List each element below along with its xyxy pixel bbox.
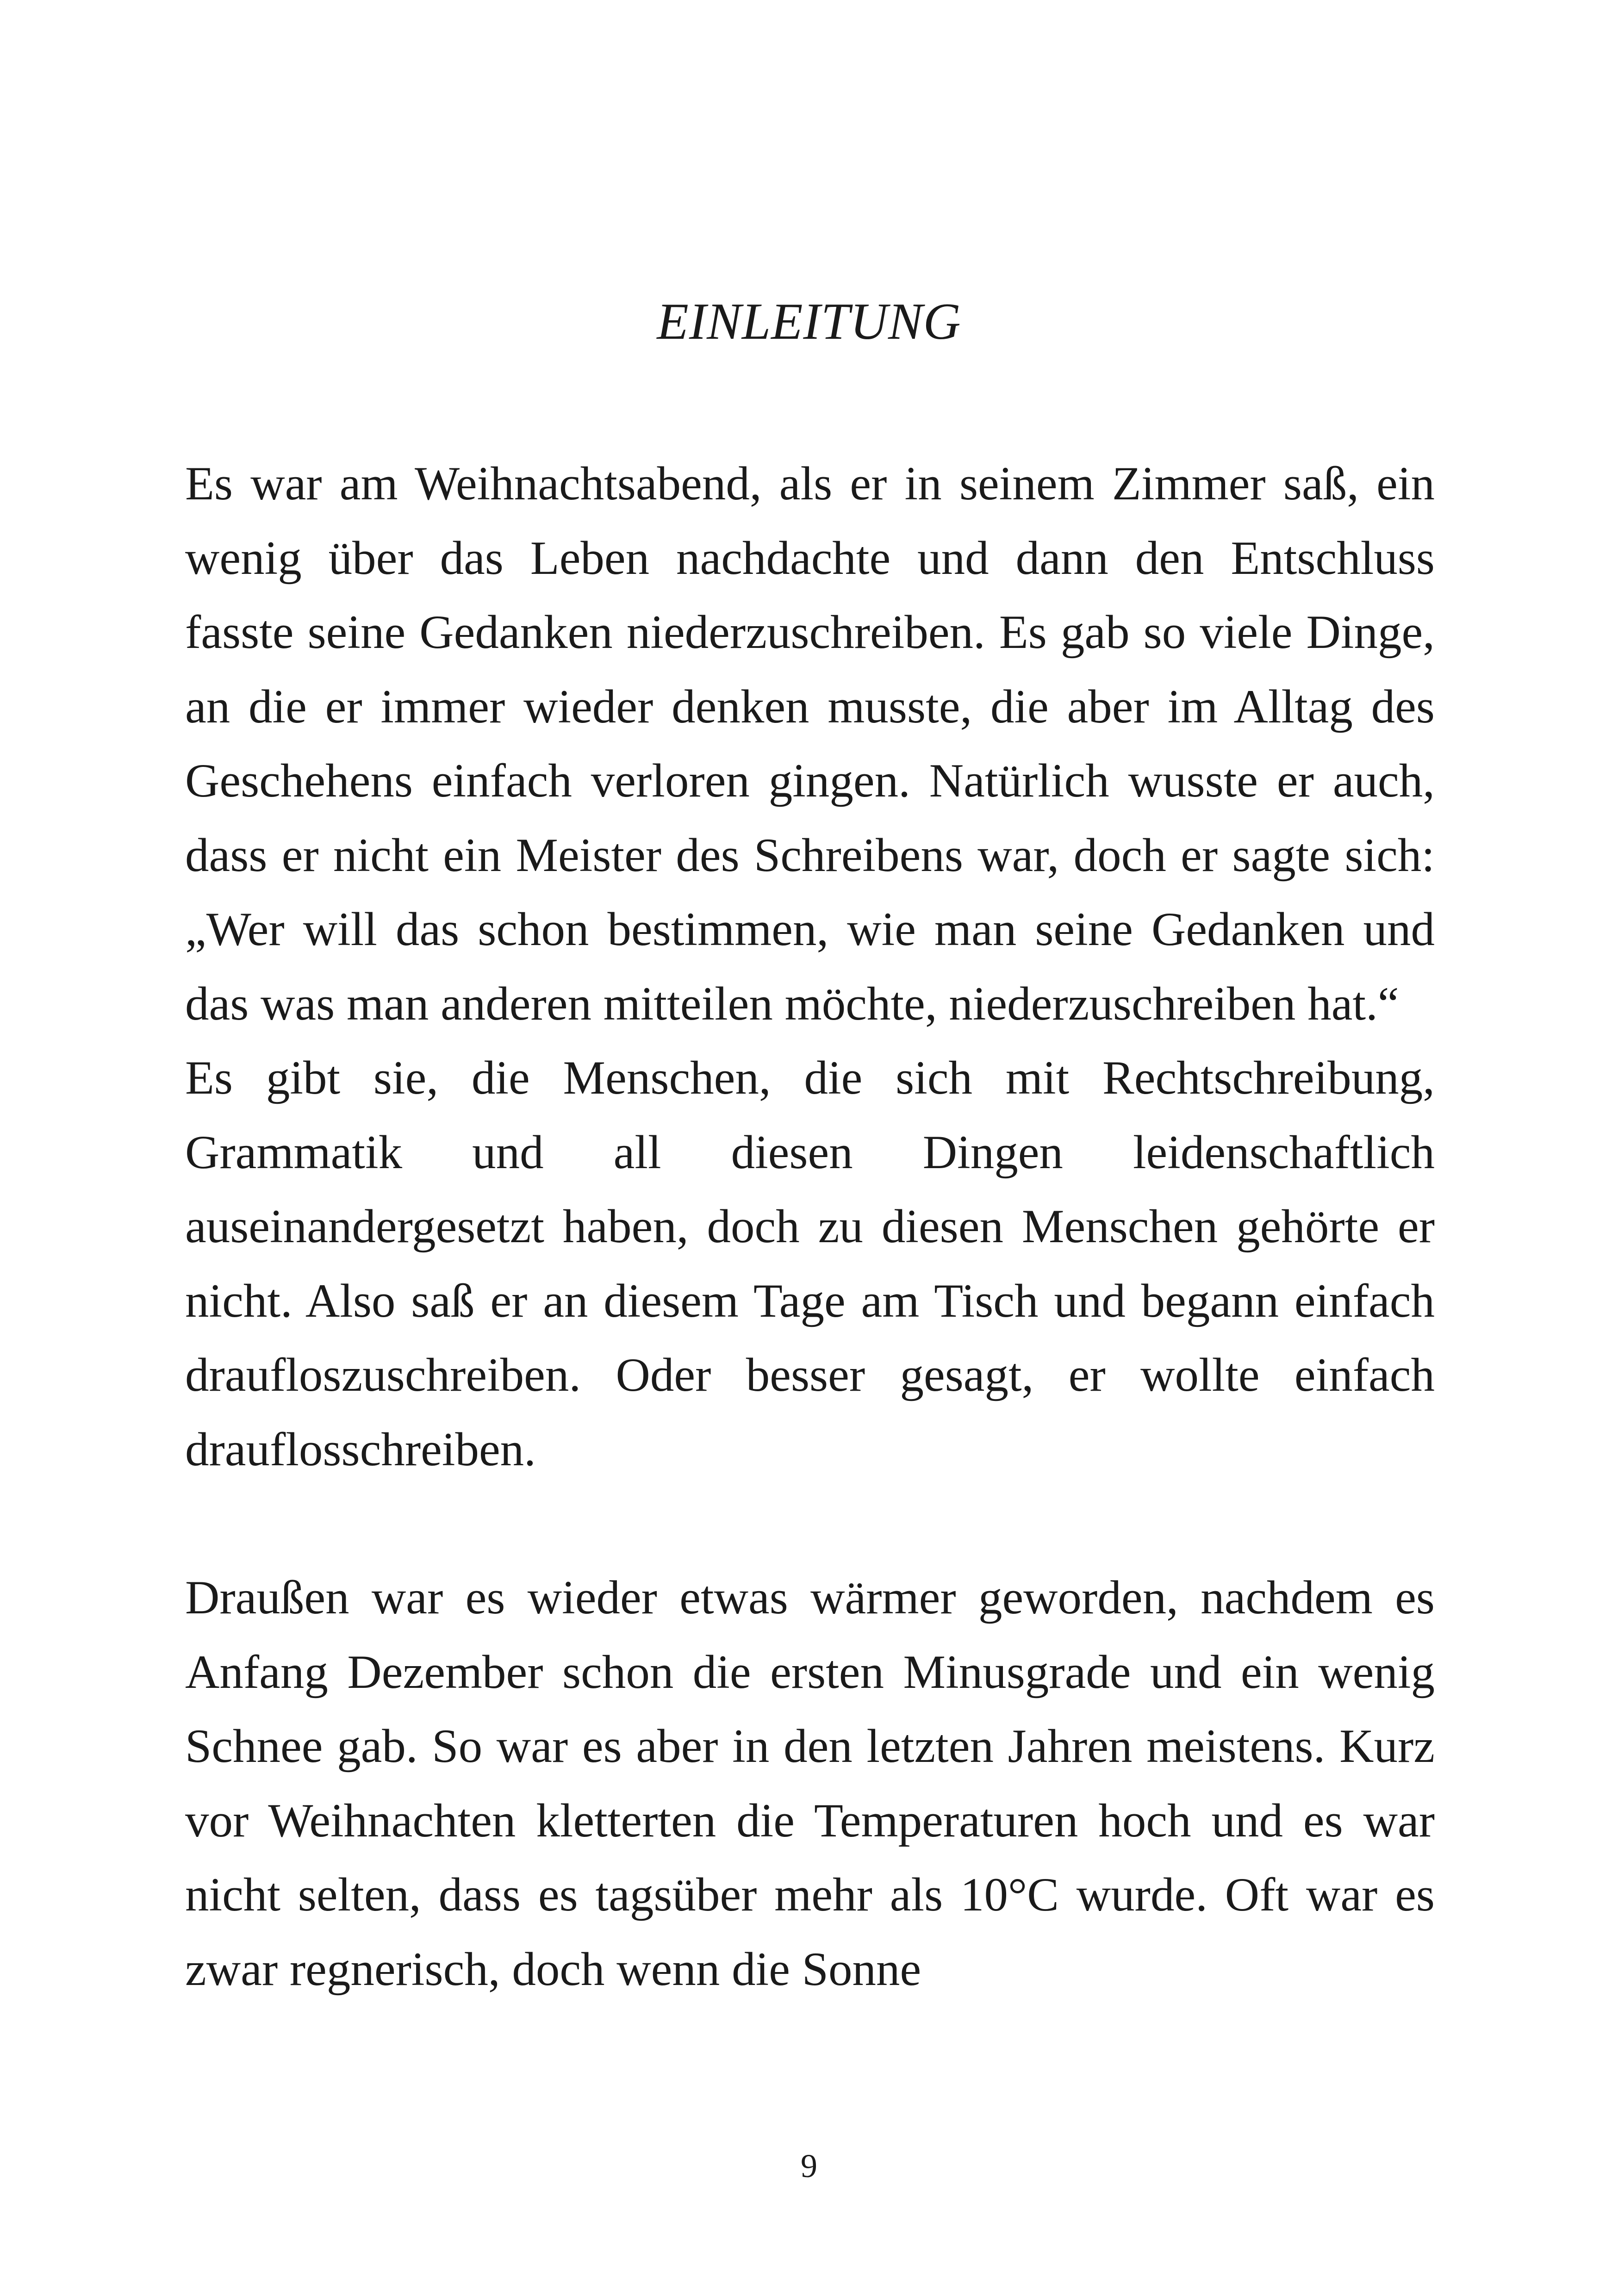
paragraph-2: Es gibt sie, die Menschen, die sich mit Rechtschreibung, Grammatik und all diesen Dingen leidenschaftlich auseinandergesetzt haben, doch zu diesen Menschen gehörte er nicht. Also saß er an diesem Tage am Tisch und begann einfach draufloszuschreiben. Oder besser gesagt, er wollte einfach drauflosschreiben. (185, 1052, 1435, 1476)
body-text (185, 447, 1435, 2006)
paragraph-3: Draußen war es wieder etwas wärmer geworden, nachdem es Anfang Dezember schon die ersten Minusgrade und ein wenig Schnee gab. So war es aber in den letzten Jahren meistens. Kurz vor Weihnachten kletterten die Temperaturen hoch und es war nicht selten, dass es tagsüber mehr als 10°C wurde. Oft war es zwar regnerisch, doch wenn die Sonne (185, 1571, 1435, 1996)
paragraph-1: Es war am Weihnachtsabend, als er in seinem Zimmer saß, ein wenig über das Leben nachdachte und dann den Entschluss fasste seine Gedanken niederzuschreiben. Es gab so viele Dinge, an die er immer wieder denken musste, die aber im Alltag des Geschehens einfach verloren gingen. Natürlich wusste er auch, dass er nicht ein Meister des Schreibens war, doch er sagte sich: „Wer will das schon bestimmen, wie man seine Gedanken und das was man anderen mitteilen möchte, niederzuschreiben hat.“ (185, 457, 1435, 1030)
chapter-title: EINLEITUNG (657, 293, 961, 350)
page-number: 9 (801, 2147, 817, 2184)
